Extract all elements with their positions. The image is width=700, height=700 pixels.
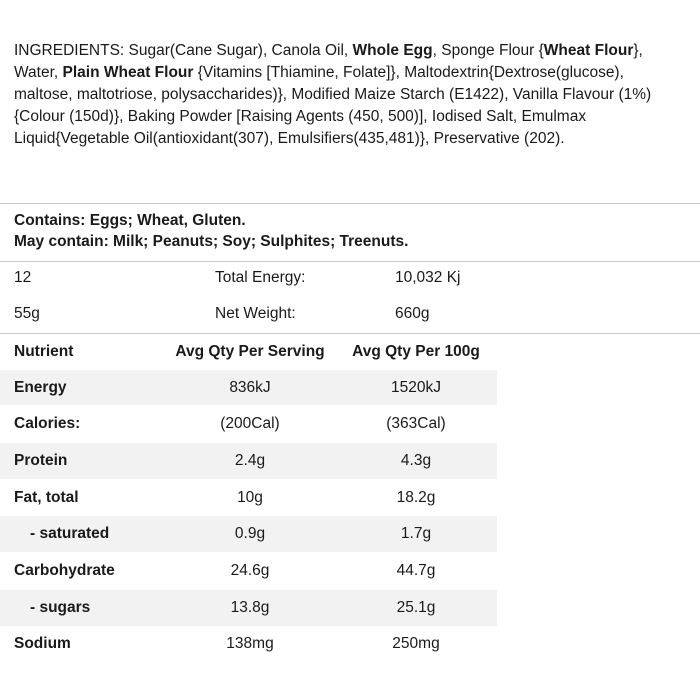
nutrition-row: [0, 516, 497, 553]
nutrient-name: - sugars: [0, 589, 165, 626]
ingredient-allergen: Plain Wheat Flour: [62, 64, 194, 81]
header-per-100g: Avg Qty Per 100g: [352, 342, 480, 360]
nutrient-name: Fat, total: [14, 488, 79, 506]
per-100g-value: (363Cal): [386, 415, 446, 433]
serving-size: 55g: [14, 305, 40, 322]
nutrition-header-row: [0, 334, 497, 370]
per-100g-value: 1.7g: [335, 516, 497, 553]
per-serving-value: (200Cal): [220, 415, 280, 433]
package-summary: [0, 262, 700, 334]
ingredient-text: INGREDIENTS: Sugar(Cane Sugar), Canola Oil,: [14, 42, 353, 59]
nutrient-name: Calories:: [14, 415, 81, 433]
may-contain-text: May contain: Milk; Peanuts; Soy; Sulphites; Treenuts.: [14, 233, 409, 250]
ingredients-text: [14, 40, 686, 150]
nutrient-name: - saturated: [0, 516, 165, 553]
header-nutrient: Nutrient: [14, 342, 74, 360]
total-energy-label: Total Energy:: [215, 269, 306, 286]
total-energy-value: 10,032 Kj: [395, 269, 461, 286]
nutrient-name: Sodium: [14, 635, 71, 653]
per-100g-value: 4.3g: [335, 443, 497, 480]
nutrition-table: [0, 334, 497, 663]
per-100g-value: 1520kJ: [335, 370, 497, 406]
nutrient-name: Energy: [0, 370, 165, 406]
per-serving-value: 24.6g: [230, 561, 270, 579]
nutrient-name: Carbohydrate: [14, 561, 115, 579]
per-100g-value: 25.1g: [335, 589, 497, 626]
nutrition-row: [0, 370, 497, 406]
per-serving-value: 138mg: [226, 635, 274, 653]
nutrient-name: Protein: [0, 443, 165, 480]
divider: [0, 203, 700, 204]
per-serving-value: 13.8g: [165, 589, 335, 626]
ingredient-allergen: Whole Egg: [352, 42, 433, 59]
allergen-statement: [14, 210, 408, 252]
per-100g-value: 250mg: [392, 635, 440, 653]
summary-row: [0, 298, 700, 334]
nutrition-row: [0, 443, 497, 480]
contains-text: Contains: Eggs; Wheat, Gluten.: [14, 212, 246, 229]
per-serving-value: 836kJ: [165, 370, 335, 406]
per-100g-value: 18.2g: [396, 488, 436, 506]
per-serving-value: 2.4g: [165, 443, 335, 480]
summary-row: [0, 262, 700, 298]
nutrition-row: [0, 406, 497, 443]
nutrition-row: [0, 479, 497, 516]
nutrition-row: [0, 589, 497, 626]
per-serving-value: 0.9g: [165, 516, 335, 553]
net-weight-label: Net Weight:: [215, 305, 296, 322]
per-100g-value: 44.7g: [396, 561, 436, 579]
header-per-serving: Avg Qty Per Serving: [175, 342, 325, 360]
ingredient-text: {Vitamins [Thiamine, Folate]}, Maltodextrin{Dextrose(glucose), maltose, maltotriose, polysaccharides)}, Modified Maize Starch (E1422), Vanilla Flavour (1%) {Colour (150d)}, Baking Powder [Raising Agents (450, 500)], Iodised Salt, Emulmax Liquid{Vegetable Oil(antioxidant(307), Emulsifiers(435,481)}, Preservative (202).: [14, 64, 652, 147]
servings-per-pack: 12: [14, 269, 32, 286]
ingredient-text: , Sponge Flour {: [432, 42, 544, 59]
nutrition-row: [0, 553, 497, 590]
net-weight-value: 660g: [395, 305, 430, 322]
per-serving-value: 10g: [237, 488, 263, 506]
ingredient-allergen: Wheat Flour: [543, 42, 634, 59]
nutrition-row: [0, 626, 497, 663]
ingredient-text: }, Water,: [14, 42, 643, 81]
